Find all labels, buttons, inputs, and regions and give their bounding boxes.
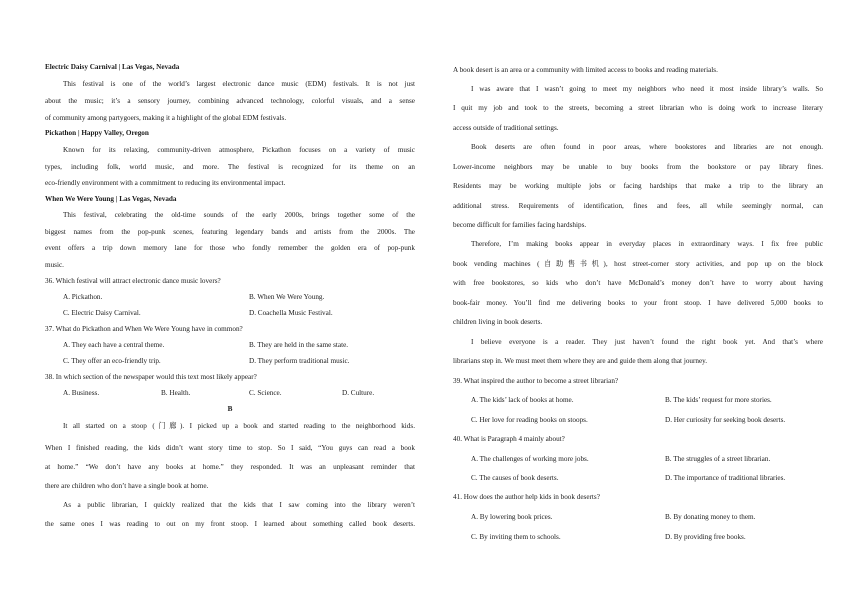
paragraph-line: As a public librarian, I quickly realized that the kids that I saw coming into the library weren’t — [63, 501, 415, 509]
q38-option-c[interactable]: C. Science. — [249, 389, 282, 397]
q41-option-c[interactable]: C. By inviting them to schools. — [471, 533, 561, 541]
paragraph-line: I believe everyone is a reader. They just haven’t found the right book yet. And that’s where — [471, 338, 823, 346]
section-label: B — [227, 405, 233, 413]
paragraph-line: This festival is one of the world’s largest electronic dance music (EDM) festivals. It is not just — [63, 80, 415, 88]
question-39: 39. What inspired the author to become a street librarian? — [453, 377, 619, 385]
paragraph-line: When I finished reading, the kids didn’t want story time to stop. So I said, “You guys can read a book — [45, 444, 415, 452]
q36-option-b[interactable]: B. When We Were Young. — [249, 293, 325, 301]
paragraph-line: Lower-income neighbors may be unable to buy books from the bookstore or pay library fines. — [453, 163, 823, 171]
question-36: 36. Which festival will attract electronic dance music lovers? — [45, 277, 221, 285]
q41-option-d[interactable]: D. By providing free books. — [665, 533, 746, 541]
question-38: 38. In which section of the newspaper would this text most likely appear? — [45, 373, 257, 381]
q40-option-d[interactable]: D. The importance of traditional libraries. — [665, 474, 786, 482]
q37-option-b[interactable]: B. They are held in the same state. — [249, 341, 349, 349]
paragraph-line: at home.” “We don’t have any books at home.” they responded. It was an unpleasant reminder that — [45, 463, 415, 471]
paragraph-line: A book desert is an area or a community with limited access to books and reading materials. — [453, 66, 718, 74]
paragraph-line: biggest names from the pop-punk scenes, featuring legendary bands and artists from the 2000s. The — [45, 228, 415, 236]
paragraph-line: This festival, celebrating the old-time sounds of the early 2000s, brings together some of the — [63, 211, 415, 219]
paragraph-line: Known for its relaxing, community-driven atmosphere, Pickathon focuses on a variety of music — [63, 146, 415, 154]
paragraph-line: additional stress. Requirements of identification, fines and fees, all while seemingly normal, can — [453, 202, 823, 210]
q40-option-a[interactable]: A. The challenges of working more jobs. — [471, 455, 589, 463]
paragraph-line: the same ones I was reading to out on my front stoop. I learned about something called book deserts. — [45, 520, 415, 528]
q39-option-b[interactable]: B. The kids’ request for more stories. — [665, 396, 772, 404]
paragraph-line: book vending machines (自助售书机), host street-corner story activities, and pop up on the block — [453, 260, 823, 268]
paragraph-line: eco-friendly environment with a commitment to reducing its environmental impact. — [45, 179, 286, 187]
paragraph-line: I was aware that I wasn’t going to meet my neighbors who need it most inside library’s walls. So — [471, 85, 823, 93]
paragraph-line: access outside of traditional settings. — [453, 124, 559, 132]
paragraph-line: book-fair money. You’ll find me delivering books to your front stoop. I have delivered 5,000 books to — [453, 299, 823, 307]
paragraph-line: I quit my job and took to the streets, becoming a street librarian who is doing work to increase literary — [453, 104, 823, 112]
festival-heading-pickathon: Pickathon | Happy Valley, Oregon — [45, 129, 149, 137]
q36-option-a[interactable]: A. Pickathon. — [63, 293, 103, 301]
q37-option-a[interactable]: A. They each have a central theme. — [63, 341, 165, 349]
paragraph-line: of community among partygoers, making it a highlight of the global EDM festivals. — [45, 114, 287, 122]
q36-option-c[interactable]: C. Electric Daisy Carnival. — [63, 309, 141, 317]
q41-option-b[interactable]: B. By donating money to them. — [665, 513, 756, 521]
q40-option-b[interactable]: B. The struggles of a street librarian. — [665, 455, 771, 463]
q41-option-a[interactable]: A. By lowering book prices. — [471, 513, 553, 521]
q39-option-c[interactable]: C. Her love for reading books on stoops. — [471, 416, 588, 424]
paragraph-line: become difficult for families facing hardships. — [453, 221, 587, 229]
q39-option-a[interactable]: A. The kids’ lack of books at home. — [471, 396, 574, 404]
paragraph-line: It all started on a stoop (门廊). I picked up a book and started reading to the neighborhood kids. — [63, 422, 415, 430]
question-40: 40. What is Paragraph 4 mainly about? — [453, 435, 565, 443]
festival-heading-edc: Electric Daisy Carnival | Las Vegas, Nevada — [45, 63, 180, 71]
paragraph-line: Residents may be working multiple jobs or facing hardships that make a trip to the library an — [453, 182, 823, 190]
paragraph-line: Book deserts are often found in poor areas, where bookstores and libraries are not enough. — [471, 143, 823, 151]
q40-option-c[interactable]: C. The causes of book deserts. — [471, 474, 559, 482]
paragraph-line: about the music; it’s a sensory journey, combining advanced technology, colorful visuals, and a sense — [45, 97, 415, 105]
q38-option-a[interactable]: A. Business. — [63, 389, 100, 397]
paragraph-line: types, including folk, world music, and more. The festival is recognized for its theme on an — [45, 163, 415, 171]
paragraph-line: there are children who don’t have a single book at home. — [45, 482, 209, 490]
festival-heading-wwwy: When We Were Young | Las Vegas, Nevada — [45, 195, 177, 203]
paragraph-line: with free bookstores, so kids who don’t have McDonald’s money don’t have to worry about having — [453, 279, 823, 287]
paragraph-line: children living in book deserts. — [453, 318, 543, 326]
paragraph-line: librarians step in. We must meet them where they are and guide them along that journey. — [453, 357, 708, 365]
q37-option-d[interactable]: D. They perform traditional music. — [249, 357, 350, 365]
question-41: 41. How does the author help kids in book deserts? — [453, 493, 600, 501]
paragraph-line: music. — [45, 261, 64, 269]
paragraph-line: event offers a trip down memory lane for those who fondly remember the golden era of pop-punk — [45, 244, 415, 252]
q39-option-d[interactable]: D. Her curiosity for seeking book deserts. — [665, 416, 786, 424]
paragraph-line: Therefore, I’m making books appear in everyday places in extraordinary ways. I fix free public — [471, 240, 823, 248]
q37-option-c[interactable]: C. They offer an eco-friendly trip. — [63, 357, 161, 365]
q38-option-d[interactable]: D. Culture. — [342, 389, 375, 397]
question-37: 37. What do Pickathon and When We Were Young have in common? — [45, 325, 243, 333]
q38-option-b[interactable]: B. Health. — [161, 389, 191, 397]
q36-option-d[interactable]: D. Coachella Music Festival. — [249, 309, 333, 317]
